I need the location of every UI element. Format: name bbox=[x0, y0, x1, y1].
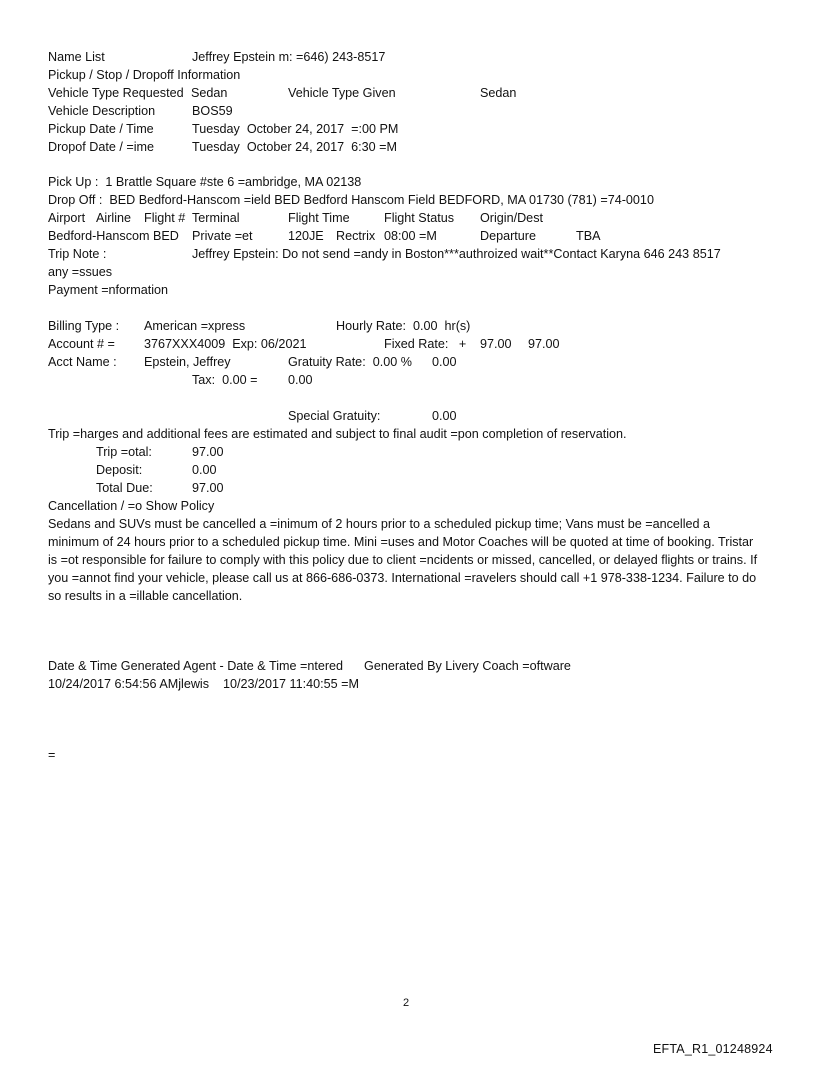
flight-header-airline: Airline bbox=[96, 211, 131, 225]
billing-type-value: American =xpress bbox=[144, 319, 246, 333]
fixed-rate-total: 97.00 bbox=[528, 337, 560, 351]
fixed-rate-value: 97.00 bbox=[480, 337, 512, 351]
flight-header-origin: Origin/Dest bbox=[480, 211, 543, 225]
vehicle-description-label: Vehicle Description bbox=[48, 104, 156, 118]
name-list-label: Name List bbox=[48, 50, 105, 64]
page-number: 2 bbox=[403, 997, 410, 1009]
dropoff-address: Drop Off : BED Bedford-Hanscom =ield BED Bedford Hanscom Field BEDFORD, MA 01730 (781) =74-0010 bbox=[48, 193, 654, 207]
total-due-label: Total Due: bbox=[96, 481, 153, 495]
trip-total-label: Trip =otal: bbox=[96, 445, 152, 459]
total-due-value: 97.00 bbox=[192, 481, 224, 495]
flight-airline-value: Private =et bbox=[192, 229, 253, 243]
special-gratuity-value: 0.00 bbox=[432, 409, 457, 423]
flight-header-flight-number: Flight # bbox=[144, 211, 186, 225]
gratuity-rate-value: 0.00 bbox=[432, 355, 457, 369]
pickup-date-label: Pickup Date / Time bbox=[48, 122, 154, 136]
dropoff-date-label: Dropof Date / =ime bbox=[48, 140, 155, 154]
account-number-label: Account # = bbox=[48, 337, 115, 351]
cancellation-policy-text: Sedans and SUVs must be cancelled a =inimum of 2 hours prior to a scheduled pickup time; Vans must be =ancelled a minimum of 24 hours prior to a scheduled pickup time. Mini =uses and Motor Coaches will be quoted at time of booking. Tristar is =ot responsible for failure to comply with this policy due to client =ncidents or missed, cancelled, or delayed flights or trains. If you =annot find your vehicle, please call us at 866-686-0373. International =ravelers should call +1 978-338-1234. Failure to do so results in a =illable cancellation. bbox=[48, 517, 758, 603]
vehicle-given-value: Sedan bbox=[480, 86, 517, 100]
flight-header-time: Flight Time bbox=[288, 211, 350, 225]
tax-label: Tax: 0.00 = bbox=[192, 373, 258, 387]
tax-value: 0.00 bbox=[288, 373, 313, 387]
flight-status-value: Departure bbox=[480, 229, 537, 243]
vehicle-requested-value: Sedan bbox=[191, 86, 228, 100]
trip-note-value: Jeffrey Epstein: Do not send =andy in Boston***authroized wait**Contact Karyna 646 243 8517 bbox=[192, 247, 721, 261]
generated-values: 10/24/2017 6:54:56 AMjlewis 10/23/2017 11:40:55 =M bbox=[48, 677, 359, 691]
pickup-address: Pick Up : 1 Brattle Square #ste 6 =ambridge, MA 02138 bbox=[48, 175, 362, 189]
account-name-label: Acct Name : bbox=[48, 355, 117, 369]
flight-time-value: 08:00 =M bbox=[384, 229, 437, 243]
flight-header-airport: Airport bbox=[48, 211, 86, 225]
payment-section-heading: Payment =nformation bbox=[48, 283, 169, 297]
special-gratuity-label: Special Gratuity: bbox=[288, 409, 381, 423]
flight-number-value: 120JE bbox=[288, 229, 324, 243]
flight-airport-value: Bedford-Hanscom BED bbox=[48, 229, 179, 243]
deposit-label: Deposit: bbox=[96, 463, 143, 477]
account-number-value: 3767XXX4009 Exp: 06/2021 bbox=[144, 337, 307, 351]
fixed-rate-label: Fixed Rate: + bbox=[384, 337, 467, 351]
generated-header: Date & Time Generated Agent - Date & Time =ntered Generated By Livery Coach =oftware bbox=[48, 659, 571, 673]
vehicle-requested-label: Vehicle Type Requested bbox=[48, 86, 184, 100]
flight-origin-value: TBA bbox=[576, 229, 601, 243]
deposit-value: 0.00 bbox=[192, 463, 217, 477]
pickup-date-value: Tuesday October 24, 2017 =:00 PM bbox=[192, 122, 399, 136]
account-name-value: Epstein, Jeffrey bbox=[144, 355, 231, 369]
vehicle-given-label: Vehicle Type Given bbox=[288, 86, 396, 100]
flight-header-terminal: Terminal bbox=[192, 211, 240, 225]
trip-note-label: Trip Note : bbox=[48, 247, 107, 261]
document-id: EFTA_R1_01248924 bbox=[653, 1042, 773, 1056]
estimate-note: Trip =harges and additional fees are estimated and subject to final audit =pon completion of reservation. bbox=[48, 427, 627, 441]
gratuity-rate-label: Gratuity Rate: 0.00 % bbox=[288, 355, 412, 369]
flight-terminal-value: Rectrix bbox=[336, 229, 376, 243]
trip-total-value: 97.00 bbox=[192, 445, 224, 459]
cancellation-policy-title: Cancellation / =o Show Policy bbox=[48, 499, 215, 513]
billing-type-label: Billing Type : bbox=[48, 319, 120, 333]
hourly-rate: Hourly Rate: 0.00 hr(s) bbox=[336, 319, 471, 333]
flight-header-status: Flight Status bbox=[384, 211, 454, 225]
dropoff-date-value: Tuesday October 24, 2017 6:30 =M bbox=[192, 140, 398, 154]
stray-mark: = bbox=[48, 748, 56, 762]
vehicle-description-value: BOS59 bbox=[192, 104, 233, 118]
pickup-section-heading: Pickup / Stop / Dropoff Information bbox=[48, 68, 241, 82]
name-list-value: Jeffrey Epstein m: =646) 243-8517 bbox=[192, 50, 386, 64]
trip-note-continued: any =ssues bbox=[48, 265, 113, 279]
